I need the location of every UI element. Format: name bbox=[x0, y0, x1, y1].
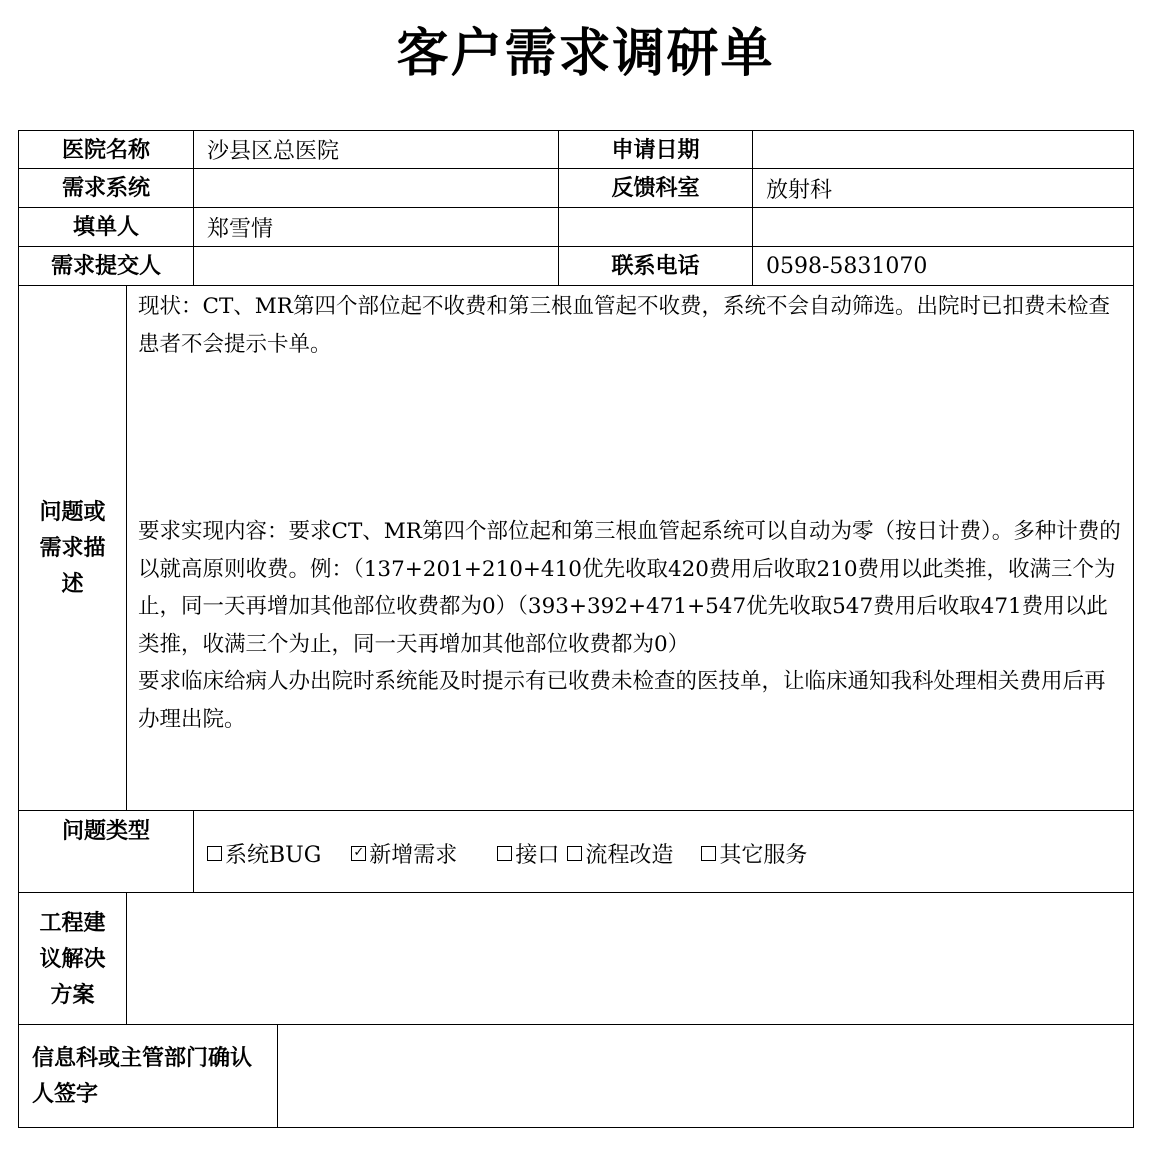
phone-value[interactable]: 0598-5831070 bbox=[752, 246, 1134, 286]
submitter-value[interactable] bbox=[193, 246, 559, 286]
option-system-bug[interactable] bbox=[207, 814, 321, 892]
checkbox-icon[interactable] bbox=[701, 846, 716, 861]
apply-date-label: 申请日期 bbox=[558, 130, 753, 169]
system-label: 需求系统 bbox=[18, 168, 194, 208]
filler-label: 填单人 bbox=[18, 207, 194, 247]
dept-value[interactable]: 放射科 bbox=[752, 168, 1134, 208]
request-form bbox=[18, 130, 1134, 1128]
requirement-text: 要求实现内容：要求CT、MR第四个部位起和第三根血管起系统可以自动为零（按日计费）。多种计费的以就高原则收费。例：（137+201+210+410优先收取420费用后收取210费用以此类推，收满三个为止，同一天再增加其他部位收费都为0）（393+392+471+547优先收取547费用后收取471费用以此类推，收满三个为止，同一天再增加其他部位收费都为0） bbox=[138, 519, 1121, 657]
dept-label: 反馈科室 bbox=[558, 168, 753, 208]
issue-type-label: 问题类型 bbox=[18, 810, 194, 893]
option-other-service[interactable] bbox=[701, 814, 807, 892]
option-process-redesign[interactable] bbox=[567, 814, 673, 892]
signature-label: 信息科或主管部门确认人签字 bbox=[18, 1024, 278, 1128]
hospital-label: 医院名称 bbox=[18, 130, 194, 169]
option-label: 接口 bbox=[515, 842, 560, 868]
description-label: 问题或需求描述 bbox=[18, 285, 127, 811]
description-content[interactable] bbox=[126, 285, 1134, 811]
filler-value[interactable]: 郑雪情 bbox=[193, 207, 559, 247]
checkbox-icon[interactable] bbox=[567, 846, 582, 861]
issue-type-options bbox=[193, 810, 1134, 893]
system-value[interactable] bbox=[193, 168, 559, 208]
option-label: 其它服务 bbox=[719, 842, 808, 868]
solution-label: 工程建议解决方案 bbox=[18, 892, 127, 1025]
option-label: 系统BUG bbox=[225, 842, 322, 868]
phone-label: 联系电话 bbox=[558, 246, 753, 286]
signature-value[interactable] bbox=[277, 1024, 1134, 1128]
option-new-requirement[interactable] bbox=[351, 814, 457, 892]
page-title: 客户需求调研单 bbox=[396, 23, 775, 84]
submitter-label: 需求提交人 bbox=[18, 246, 194, 286]
checkbox-icon[interactable] bbox=[497, 846, 512, 861]
option-interface[interactable] bbox=[497, 814, 559, 892]
blank-gap bbox=[138, 363, 1125, 513]
current-status-text: 现状：CT、MR第四个部位起不收费和第三根血管起不收费，系统不会自动筛选。出院时已扣费未检查患者不会提示卡单。 bbox=[138, 294, 1110, 357]
solution-value[interactable] bbox=[126, 892, 1134, 1025]
apply-date-value[interactable] bbox=[752, 130, 1134, 169]
requirement-text-discharge: 要求临床给病人办出院时系统能及时提示有已收费未检查的医技单，让临床通知我科处理相关费用后再办理出院。 bbox=[138, 669, 1106, 732]
option-label: 流程改造 bbox=[585, 842, 674, 868]
empty-cell bbox=[752, 207, 1134, 247]
checkbox-icon[interactable] bbox=[207, 846, 222, 861]
hospital-value[interactable]: 沙县区总医院 bbox=[193, 130, 559, 169]
checkbox-checked-icon[interactable]: ✓ bbox=[351, 846, 366, 861]
option-label: 新增需求 bbox=[369, 842, 458, 868]
empty-cell bbox=[558, 207, 753, 247]
